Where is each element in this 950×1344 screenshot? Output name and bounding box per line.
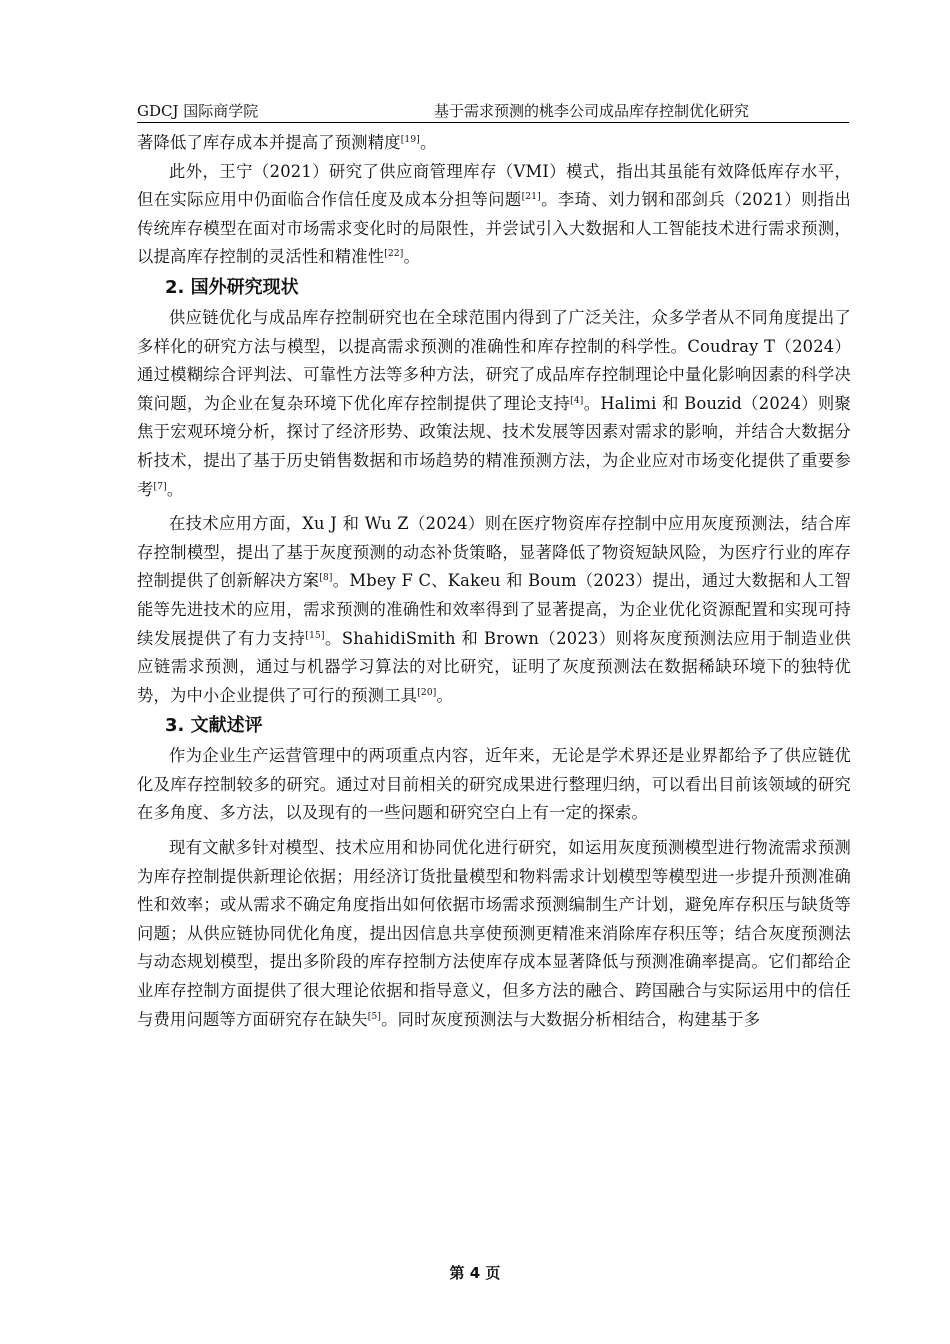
citation: [4]: [570, 395, 584, 406]
citation: [15]: [305, 630, 325, 641]
header-institution: GDCJ 国际商学院: [137, 102, 259, 120]
citation: [19]: [400, 135, 420, 145]
header-thesis-title: 基于需求预测的桃李公司成品库存控制优化研究: [434, 102, 750, 120]
paragraph-domestic-research: 此外，王宁（2021）研究了供应商管理库存（VMI）模式，指出其虽能有效降低库存水平，但在实际应用中仍面临合作信任度及成本分担等问题[21]。李琦、刘力钢和邵剑兵（2021）则指出传统库存模型在面对市场需求变化时的局限性，并尝试引入大数据和人工智能技术进行需求预测，以提高库存控制的灵活性和精准性[22]。: [137, 161, 851, 267]
citation: [20]: [417, 687, 437, 698]
citation: [21]: [521, 192, 541, 203]
page-number: 第 4 页: [449, 1264, 501, 1282]
paragraph-foreign-research-1: 供应链优化与成品库存控制研究也在全球范围内得到了广泛关注，众多学者从不同角度提出了多样化的研究方法与模型，以提高需求预测的准确性和库存控制的科学性。Coudray T（2024）通过模糊综合评判法、可靠性方法等多种方法，研究了成品库存控制理论中量化影响因素的科学决策问题，为企业在复杂环境下优化库存控制提供了理论支持[4]。Halimi 和 Bouzid（2024）则聚焦于宏观环境分析，探讨了经济形势、政策法规、技术发展等因素对需求的影响，并结合大数据分析技术，提出了基于历史销售数据和市场趋势的精准预测方法，为企业应对市场变化提供了重要参考[7]。: [137, 307, 851, 499]
section-heading-foreign-research: 2. 国外研究现状: [165, 276, 299, 298]
paragraph-continued: 著降低了库存成本并提高了预测精度[19]。: [137, 133, 437, 152]
citation: [8]: [319, 573, 333, 584]
paragraph-review-2: 现有文献多针对模型、技术应用和协同优化进行研究，如运用灰度预测模型进行物流需求预测为库存控制提供新理论依据；用经济订货批量模型和物料需求计划模型等模型进一步提升预测准确性和效率；或从需求不确定角度指出如何依据市场需求预测编制生产计划，避免库存积压与缺货等问题；从供应链协同优化角度，提出因信息共享使预测更精准来消除库存积压等；结合灰度预测法与动态规划模型，提出多阶段的库存控制方法使库存成本显著降低与预测准确率提高。它们都给企业库存控制方面提供了很大理论依据和指导意义，但多方法的融合、跨国融合与实际运用中的信任与费用问题等方面研究存在缺失[5]。同时灰度预测法与大数据分析相结合，构建基于多: [137, 838, 851, 1029]
paragraph-review-1: 作为企业生产运营管理中的两项重点内容，近年来，无论是学术界还是业界都给予了供应链优化及库存控制较多的研究。通过对目前相关的研究成果进行整理归纳，可以看出目前该领域的研究在多角度、多方法，以及现有的一些问题和研究空白上有一定的探索。: [137, 746, 851, 823]
paragraph-foreign-research-2: 在技术应用方面，Xu J 和 Wu Z（2024）则在医疗物资库存控制中应用灰度预测法，结合库存控制模型，提出了基于灰度预测的动态补货策略，显著降低了物资短缺风险，为医疗行业的库存控制提供了创新解决方案[8]。Mbey F C、Kakeu 和 Boum（2023）提出，通过大数据和人工智能等先进技术的应用，需求预测的准确性和效率得到了显著提高，为企业优化资源配置和实现可持续发展提供了有力支持[15]。ShahidiSmith 和 Brown（2023）则将灰度预测法应用于制造业供应链需求预测，通过与机器学习算法的对比研究，证明了灰度预测法在数据稀缺环境下的独特优势，为中小企业提供了可行的预测工具[20]。: [137, 514, 851, 705]
citation: [7]: [153, 481, 167, 492]
page-header: [137, 98, 849, 123]
citation: [5]: [367, 1011, 382, 1022]
citation: [22]: [384, 249, 404, 260]
section-heading-literature-review: 3. 文献述评: [165, 715, 263, 737]
document-body: [137, 129, 851, 1034]
